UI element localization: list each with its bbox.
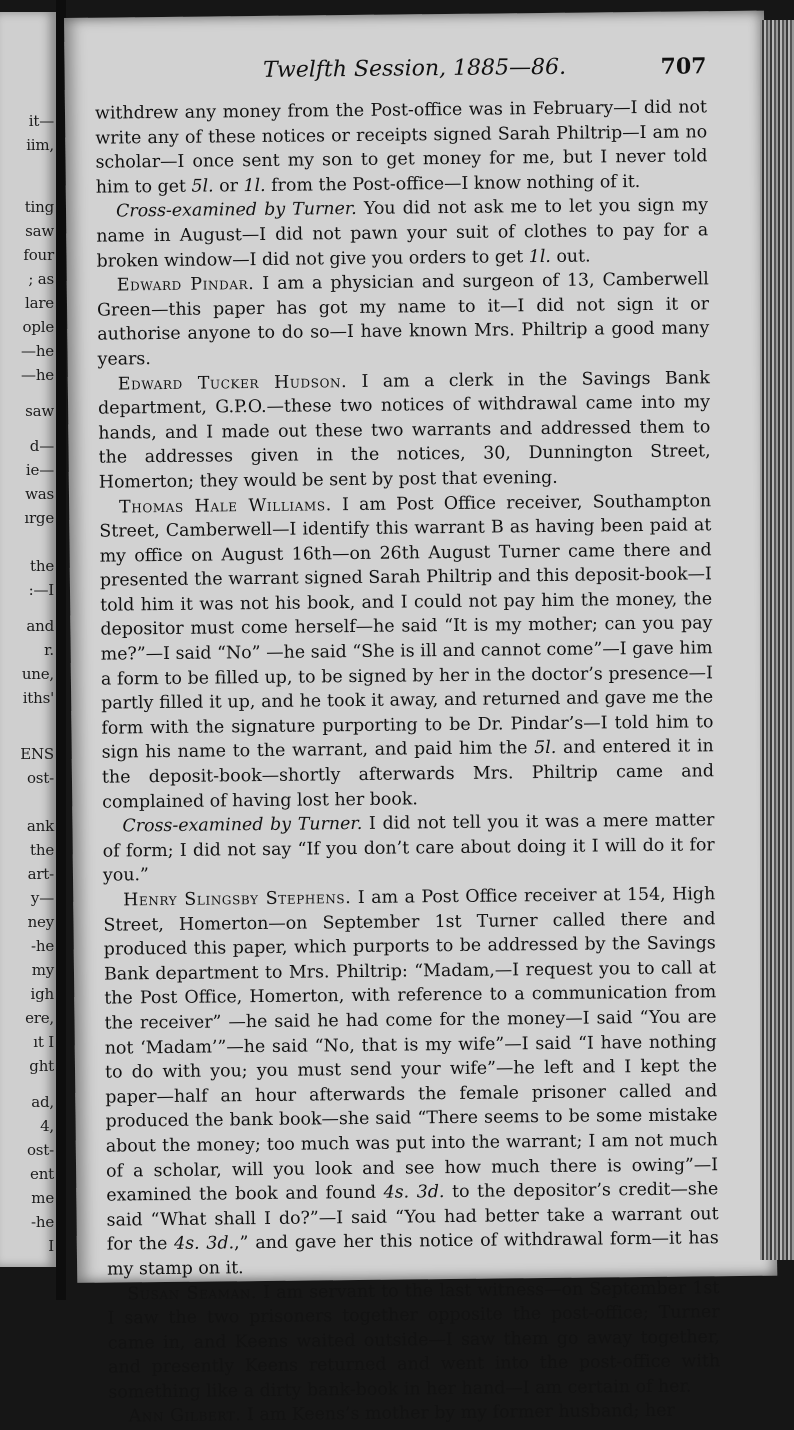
left-page-fragment: lare <box>25 294 54 312</box>
italic-text: 5l. <box>191 176 214 197</box>
left-page-fragment: r. <box>44 641 54 659</box>
left-page-fragment: :—I <box>28 581 54 599</box>
left-page-fragment: ENS <box>20 745 54 763</box>
left-page-fragment: ent <box>30 1165 54 1183</box>
paragraph <box>97 267 710 372</box>
left-page-fragment: me <box>31 1189 54 1207</box>
paragraph <box>109 1399 721 1430</box>
left-page-fragment: ere, <box>25 1009 54 1027</box>
paragraph <box>102 808 715 888</box>
italic-text: 5l. <box>534 738 557 759</box>
left-page-fragment: —he <box>21 366 54 384</box>
witness-name: Edward Tucker Hudson. <box>117 371 348 394</box>
witness-name: Thomas Hale Williams. <box>119 494 332 517</box>
left-page-fragment: ırge <box>24 509 54 527</box>
paragraph <box>103 882 719 1282</box>
left-page-fragment: ie— <box>25 461 54 479</box>
left-page-fragment: art- <box>27 865 54 883</box>
left-page-fragment: d— <box>29 437 54 455</box>
book-gutter <box>56 0 66 1300</box>
left-page-fragment: the <box>30 557 54 575</box>
left-page-fragment: ney <box>27 913 54 931</box>
page-number: 707 <box>660 53 707 80</box>
text-run: I am a clerk in the Savings Bank department, G.P.O.—these two notices of withdrawal came into my hands, and I made out these two warrants and addressed them to the addresses given in the notices, 30, Dunnington Street, Homerton; they would be sent by post that evening. <box>97 367 711 493</box>
left-page-fragment: the <box>30 841 54 859</box>
text-run: ,” and gave her this notice of withdrawal form—it has my stamp on it. <box>107 1228 719 1280</box>
left-page-fragment: —he <box>21 342 54 360</box>
italic-text: 1l. <box>243 175 266 196</box>
paragraph <box>98 366 711 495</box>
left-page-fragment: ght <box>29 1057 54 1075</box>
left-page-fragment: I <box>48 1237 54 1255</box>
left-page-fragment: was <box>25 485 54 503</box>
witness-name: Edward Pindar. <box>116 274 255 296</box>
text-run: I am servant to the last witness—on September 1st I saw the two prisoners together opposite the post-office; Turner came in, and Keens waited outside—I saw them go away together, and presently Keens returned and went into the post-office with something like a dirty bank-book in her hand—I am certain of her. <box>107 1277 721 1403</box>
paragraph <box>95 95 708 200</box>
witness-name: Ann Gilbert. <box>128 1405 242 1427</box>
left-page-fragment: saw <box>25 222 54 240</box>
text-run: I am Keens’s mother by my former husband; her <box>241 1401 675 1426</box>
paragraph <box>107 1276 720 1405</box>
left-page-fragment: iim, <box>26 136 54 154</box>
text-run: I am a physician and surgeon of 13, Camberwell Green—this paper has got my name to it—I did not sign it or authorise anyone to do so—I have known Mrs. Philtrip a good many years. <box>96 269 710 370</box>
left-page-fragment: ost- <box>26 1141 54 1159</box>
left-page-fragment: ad, <box>31 1093 54 1111</box>
italic-text: 4s. 3d. <box>383 1182 445 1203</box>
italic-text: Cross-examined by Turner. <box>115 199 357 222</box>
left-page-fragment: ting <box>24 198 54 216</box>
left-page-fragment: 4, <box>40 1117 54 1135</box>
text-run: from the Post-office—I know nothing of it. <box>265 171 641 196</box>
page-header <box>100 53 728 92</box>
italic-text: Cross-examined by Turner. <box>122 814 363 837</box>
left-page-fragment: -he <box>30 937 54 955</box>
text-run: You did not ask me to let you sign my name in August—I did not pawn your suit of clothes to pay for a broken window—I did not give you orders to get <box>96 195 709 272</box>
page-edges <box>760 20 794 1260</box>
left-page-fragment: ıt I <box>33 1033 54 1051</box>
left-page-fragment: my <box>31 961 54 979</box>
text-run: I did not tell you it was a mere matter of form; I did not say “If you don’t care about doing it I will do it for you.” <box>102 810 715 887</box>
left-page-fragment: and <box>26 617 54 635</box>
running-head: Twelfth Session, 1885—86. <box>262 54 567 83</box>
text-run: and entered it in the deposit-book—shortly afterwards Mrs. Philtrip came and complained of having lost her book. <box>101 736 715 813</box>
left-page-fragment: y— <box>30 889 54 907</box>
left-page-fragment: igh <box>30 985 54 1003</box>
book-page <box>64 11 777 1427</box>
witness-name: Henry Slingsby Stephens. <box>123 888 352 911</box>
text-run: I am a Post Office receiver at 154, High Street, Homerton—on September 1st Turner called there and produced this paper, which purports to be addressed by the Savings Bank department to Mrs. Philtrip: “Madam,—I request you to call at the Post Office, Homerton, with reference to a communication from the receiver” —he said he had come for the money—I said “You are not ‘Madam’”—he said “No, that is my wife”—I said “I have nothing to do with you; you must send your wife”—he left and I kept the paper—half an hour afterwards the female prisoner called and produced the bank book—she said “There seems to be some mistake about the money; too much was put into the warrant; I am not much of a scholar, will you look and see how much there is owing”—I examined the book and found <box>103 884 719 1206</box>
paragraph <box>96 194 709 274</box>
text-run: withdrew any money from the Post-office was in February—I did not write any of these notices or receipts signed Sarah Philtrip—I am no scholar—I once sent my son to get money for me, but I never told him to get <box>94 97 708 198</box>
left-page-fragment: une, <box>21 665 54 683</box>
left-page-edge <box>0 12 58 1267</box>
italic-text: 1l. <box>528 246 551 267</box>
text-run: to the depositor’s credit—she said “What shall I do?”—I said “You had better take a warrant out for the <box>106 1179 719 1255</box>
left-page-fragment: ople <box>22 318 54 336</box>
text-run: out. <box>550 246 591 267</box>
left-page-fragment: saw <box>25 402 54 420</box>
italic-text: 4s. 3d. <box>173 1233 235 1255</box>
text-run: I am Post Office receiver, Southampton Street, Camberwell—I identify this warrant B as having been paid at my office on August 16th—on 26th August Turner came there and presented the warrant signed Sarah Philtrip and this deposit-book—I told him it was not his book, and I could not pay him the money, the depositor must come herself—he said “It is my mother; can you pay me?”—I said “No” —he said “She is ill and cannot come”—I gave him a form to be filled up, to be signed by her in the doctor’s presence—I partly filled it up, and he took it away, and returned and gave me the form with the signature purporting to be Dr. Pindar’s—I told him to sign his name to the warrant, and paid him the <box>99 490 714 764</box>
paragraph <box>99 489 714 815</box>
left-page-fragment: ank <box>26 817 54 835</box>
body-text <box>95 95 721 1429</box>
left-page-fragment: ; as <box>28 270 54 288</box>
left-page-fragment: ost- <box>26 769 54 787</box>
left-page-fragment: it— <box>28 112 54 130</box>
left-page-fragment: four <box>23 246 54 264</box>
text-run: or <box>213 175 244 197</box>
witness-name: Susan Seaman. <box>127 1282 258 1304</box>
left-page-fragment: -he <box>30 1213 54 1231</box>
left-page-fragment: iths' <box>22 689 54 707</box>
